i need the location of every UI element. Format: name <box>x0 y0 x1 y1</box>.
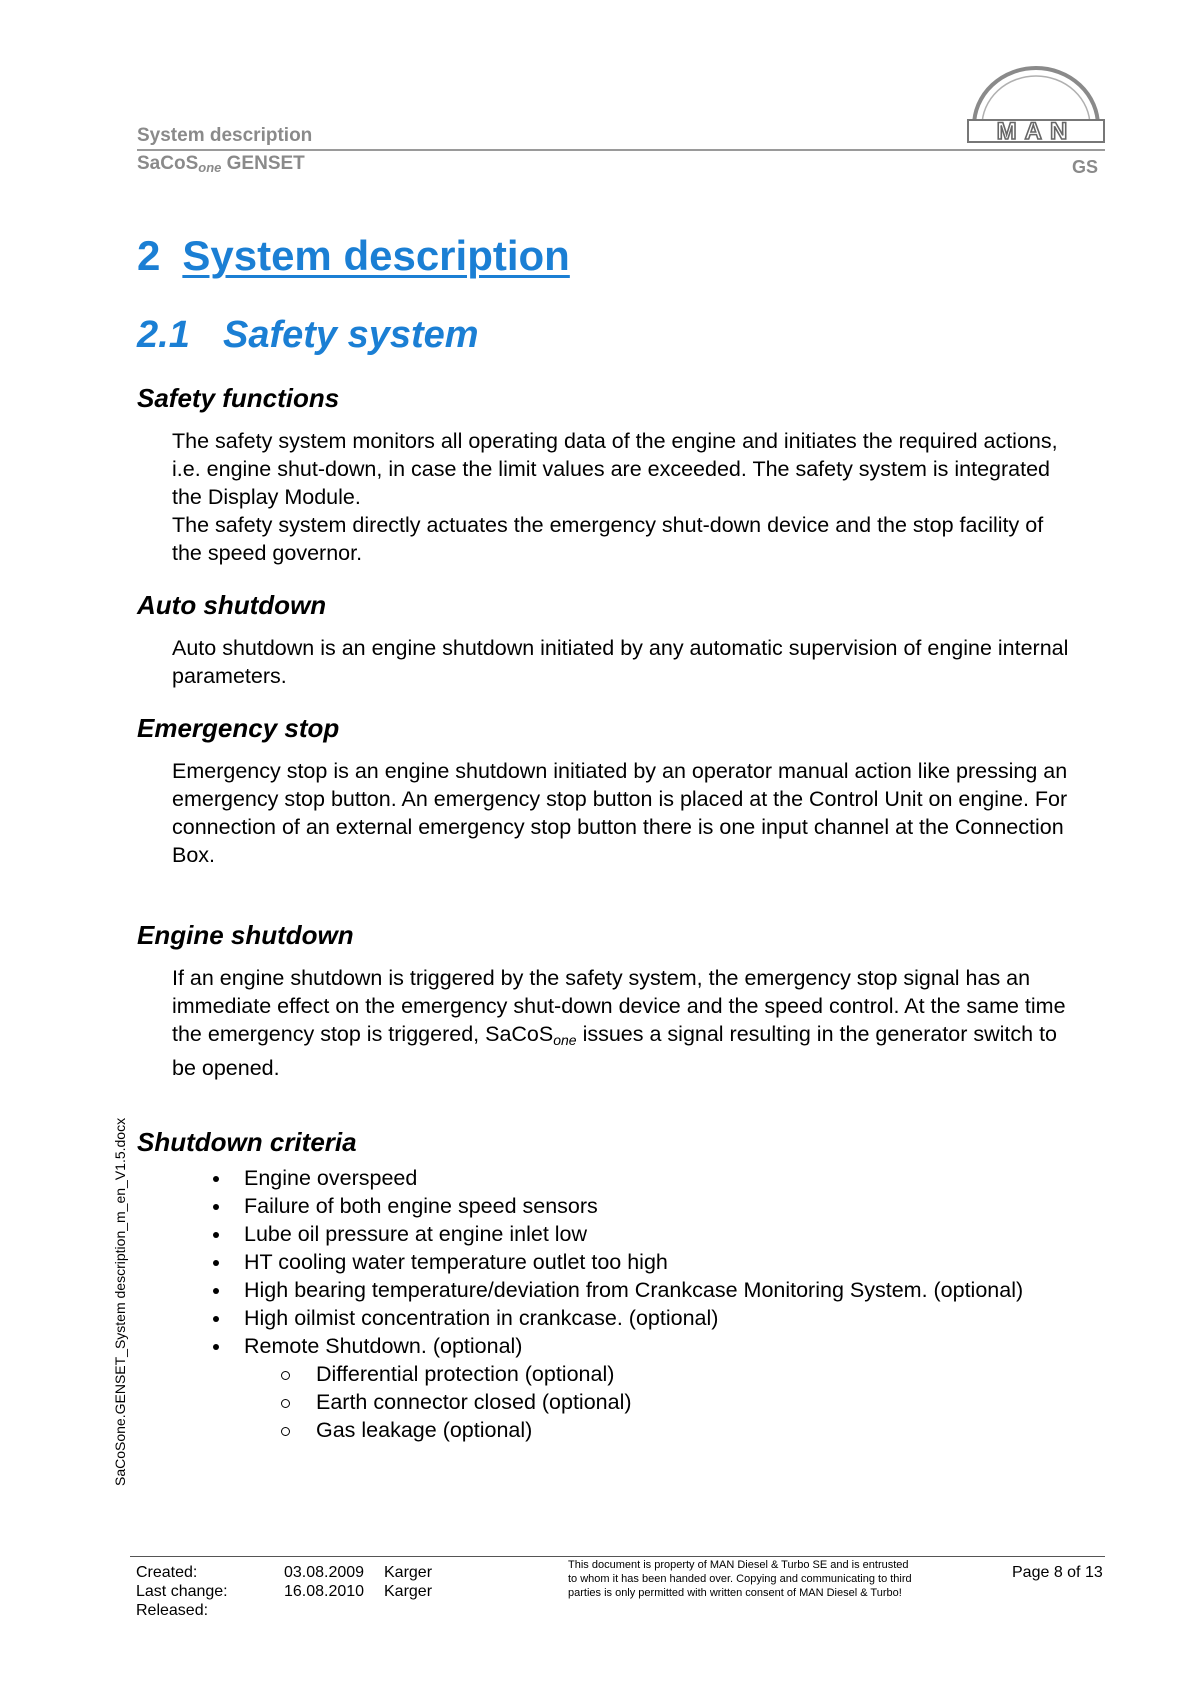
text-line: The safety system directly actuates the emergency shut-down device and the stop facility of <box>172 513 1044 537</box>
footer-created-by: Karger <box>384 1564 433 1581</box>
paragraph-emergency-stop <box>172 757 1112 869</box>
paragraph-engine-shutdown <box>172 964 1112 1082</box>
circle-bullet-icon <box>281 1399 290 1408</box>
footer-changed-by: Karger <box>384 1583 433 1600</box>
bullet-icon <box>213 1204 219 1210</box>
man-logo <box>966 64 1106 150</box>
bullet-icon <box>213 1316 219 1322</box>
circle-bullet-icon <box>281 1427 290 1436</box>
text-line: the speed governor. <box>172 541 363 565</box>
footer-released-label: Released: <box>136 1602 209 1619</box>
list-item <box>172 1192 1102 1220</box>
paragraph-safety-functions <box>172 427 1112 567</box>
list-item-text: High bearing temperature/deviation from Crankcase Monitoring System. (optional) <box>244 1278 1024 1302</box>
text-line: The safety system monitors all operating data of the engine and initiates the required actions, <box>172 429 1058 453</box>
man-logo-text: MAN <box>996 118 1076 145</box>
side-filename: SaCoSone.GENSET_System description_m_en_V1.5.docx <box>112 1117 128 1486</box>
footer-notice-line: to whom it has been handed over. Copying and communicating to third <box>568 1573 912 1585</box>
text-line: parameters. <box>172 664 287 688</box>
heading-emergency-stop: Emergency stop <box>137 713 340 743</box>
text-line: immediate effect on the emergency shut-down device and the speed control. At the same time <box>172 994 1066 1018</box>
header-product-subscript: one <box>198 160 222 175</box>
footer-changed-date: 16.08.2010 <box>284 1583 365 1600</box>
footer-notice <box>568 1558 968 1600</box>
bullet-icon <box>213 1288 219 1294</box>
footer-created-date: 03.08.2009 <box>284 1564 365 1581</box>
text-fragment: issues a signal resulting in the generator switch to <box>576 1022 1058 1046</box>
chapter-heading <box>137 232 570 280</box>
text-fragment: the emergency stop is triggered, SaCoS <box>172 1022 554 1046</box>
bullet-icon <box>213 1232 219 1238</box>
bullet-icon <box>213 1260 219 1266</box>
bullet-icon <box>213 1344 219 1350</box>
heading-shutdown-criteria: Shutdown criteria <box>137 1127 357 1157</box>
list-item <box>172 1332 1102 1360</box>
criteria-sublist <box>172 1360 1102 1444</box>
list-item-text: High oilmist concentration in crankcase. (optional) <box>244 1306 719 1330</box>
list-item <box>172 1164 1102 1192</box>
heading-engine-shutdown: Engine shutdown <box>137 920 354 950</box>
list-item-text: HT cooling water temperature outlet too high <box>244 1250 668 1274</box>
footer-notice-line: parties is only permitted with written consent of MAN Diesel & Turbo! <box>568 1587 902 1599</box>
text-line: Box. <box>172 843 216 867</box>
list-item-text: Engine overspeed <box>244 1166 418 1190</box>
list-item-text: Remote Shutdown. (optional) <box>244 1334 523 1358</box>
list-item-text: Lube oil pressure at engine inlet low <box>244 1222 588 1246</box>
section-heading <box>137 314 479 357</box>
paragraph-auto-shutdown <box>172 634 1112 690</box>
heading-auto-shutdown: Auto shutdown <box>137 590 327 620</box>
sublist-item <box>172 1416 1102 1444</box>
sublist-item-text: Differential protection (optional) <box>316 1362 615 1386</box>
text-line: connection of an external emergency stop button there is one input channel at the Connection <box>172 815 1064 839</box>
text-line: i.e. engine shut-down, in case the limit values are exceeded. The safety system is integrated <box>172 457 1050 481</box>
bullet-icon <box>213 1176 219 1182</box>
text-line: the Display Module. <box>172 485 361 509</box>
chapter-number: 2 <box>137 232 161 279</box>
header-divider <box>137 149 1105 151</box>
footer-notice-line: This document is property of MAN Diesel & Turbo SE and is entrusted <box>568 1559 909 1571</box>
sublist-container <box>172 1360 1102 1444</box>
sublist-item-text: Earth connector closed (optional) <box>316 1390 632 1414</box>
text-line: emergency stop button. An emergency stop button is placed at the Control Unit on engine. For <box>172 787 1068 811</box>
footer-page-number: Page 8 of 13 <box>1012 1564 1103 1581</box>
header-product-rest: GENSET <box>221 153 305 174</box>
section-title: Safety system <box>223 314 479 356</box>
text-line <box>172 1020 1112 1054</box>
text-line: be opened. <box>172 1056 280 1080</box>
list-item <box>172 1304 1102 1332</box>
list-item-text: Failure of both engine speed sensors <box>244 1194 598 1218</box>
footer-created-label: Created: <box>136 1564 198 1581</box>
text-subscript: one <box>553 1032 577 1048</box>
header-product-name: SaCoS <box>137 153 199 174</box>
chapter-title-link[interactable]: System description <box>182 232 570 279</box>
sublist-item <box>172 1360 1102 1388</box>
footer-divider <box>130 1556 1105 1557</box>
list-item <box>172 1248 1102 1276</box>
header-product <box>137 153 305 175</box>
text-line: Emergency stop is an engine shutdown initiated by an operator manual action like pressing an <box>172 759 1068 783</box>
header-title: System description <box>137 125 313 146</box>
list-item <box>172 1276 1102 1304</box>
section-number: 2.1 <box>137 314 190 356</box>
criteria-list <box>172 1164 1102 1444</box>
sublist-item-text: Gas leakage (optional) <box>316 1418 533 1442</box>
header-code: GS <box>1072 157 1099 177</box>
heading-safety-functions: Safety functions <box>137 383 340 413</box>
text-line: If an engine shutdown is triggered by the safety system, the emergency stop signal has an <box>172 966 1031 990</box>
footer-changed-label: Last change: <box>136 1583 228 1600</box>
circle-bullet-icon <box>281 1371 290 1380</box>
sublist-item <box>172 1388 1102 1416</box>
text-line: Auto shutdown is an engine shutdown initiated by any automatic supervision of engine internal <box>172 636 1069 660</box>
list-item <box>172 1220 1102 1248</box>
